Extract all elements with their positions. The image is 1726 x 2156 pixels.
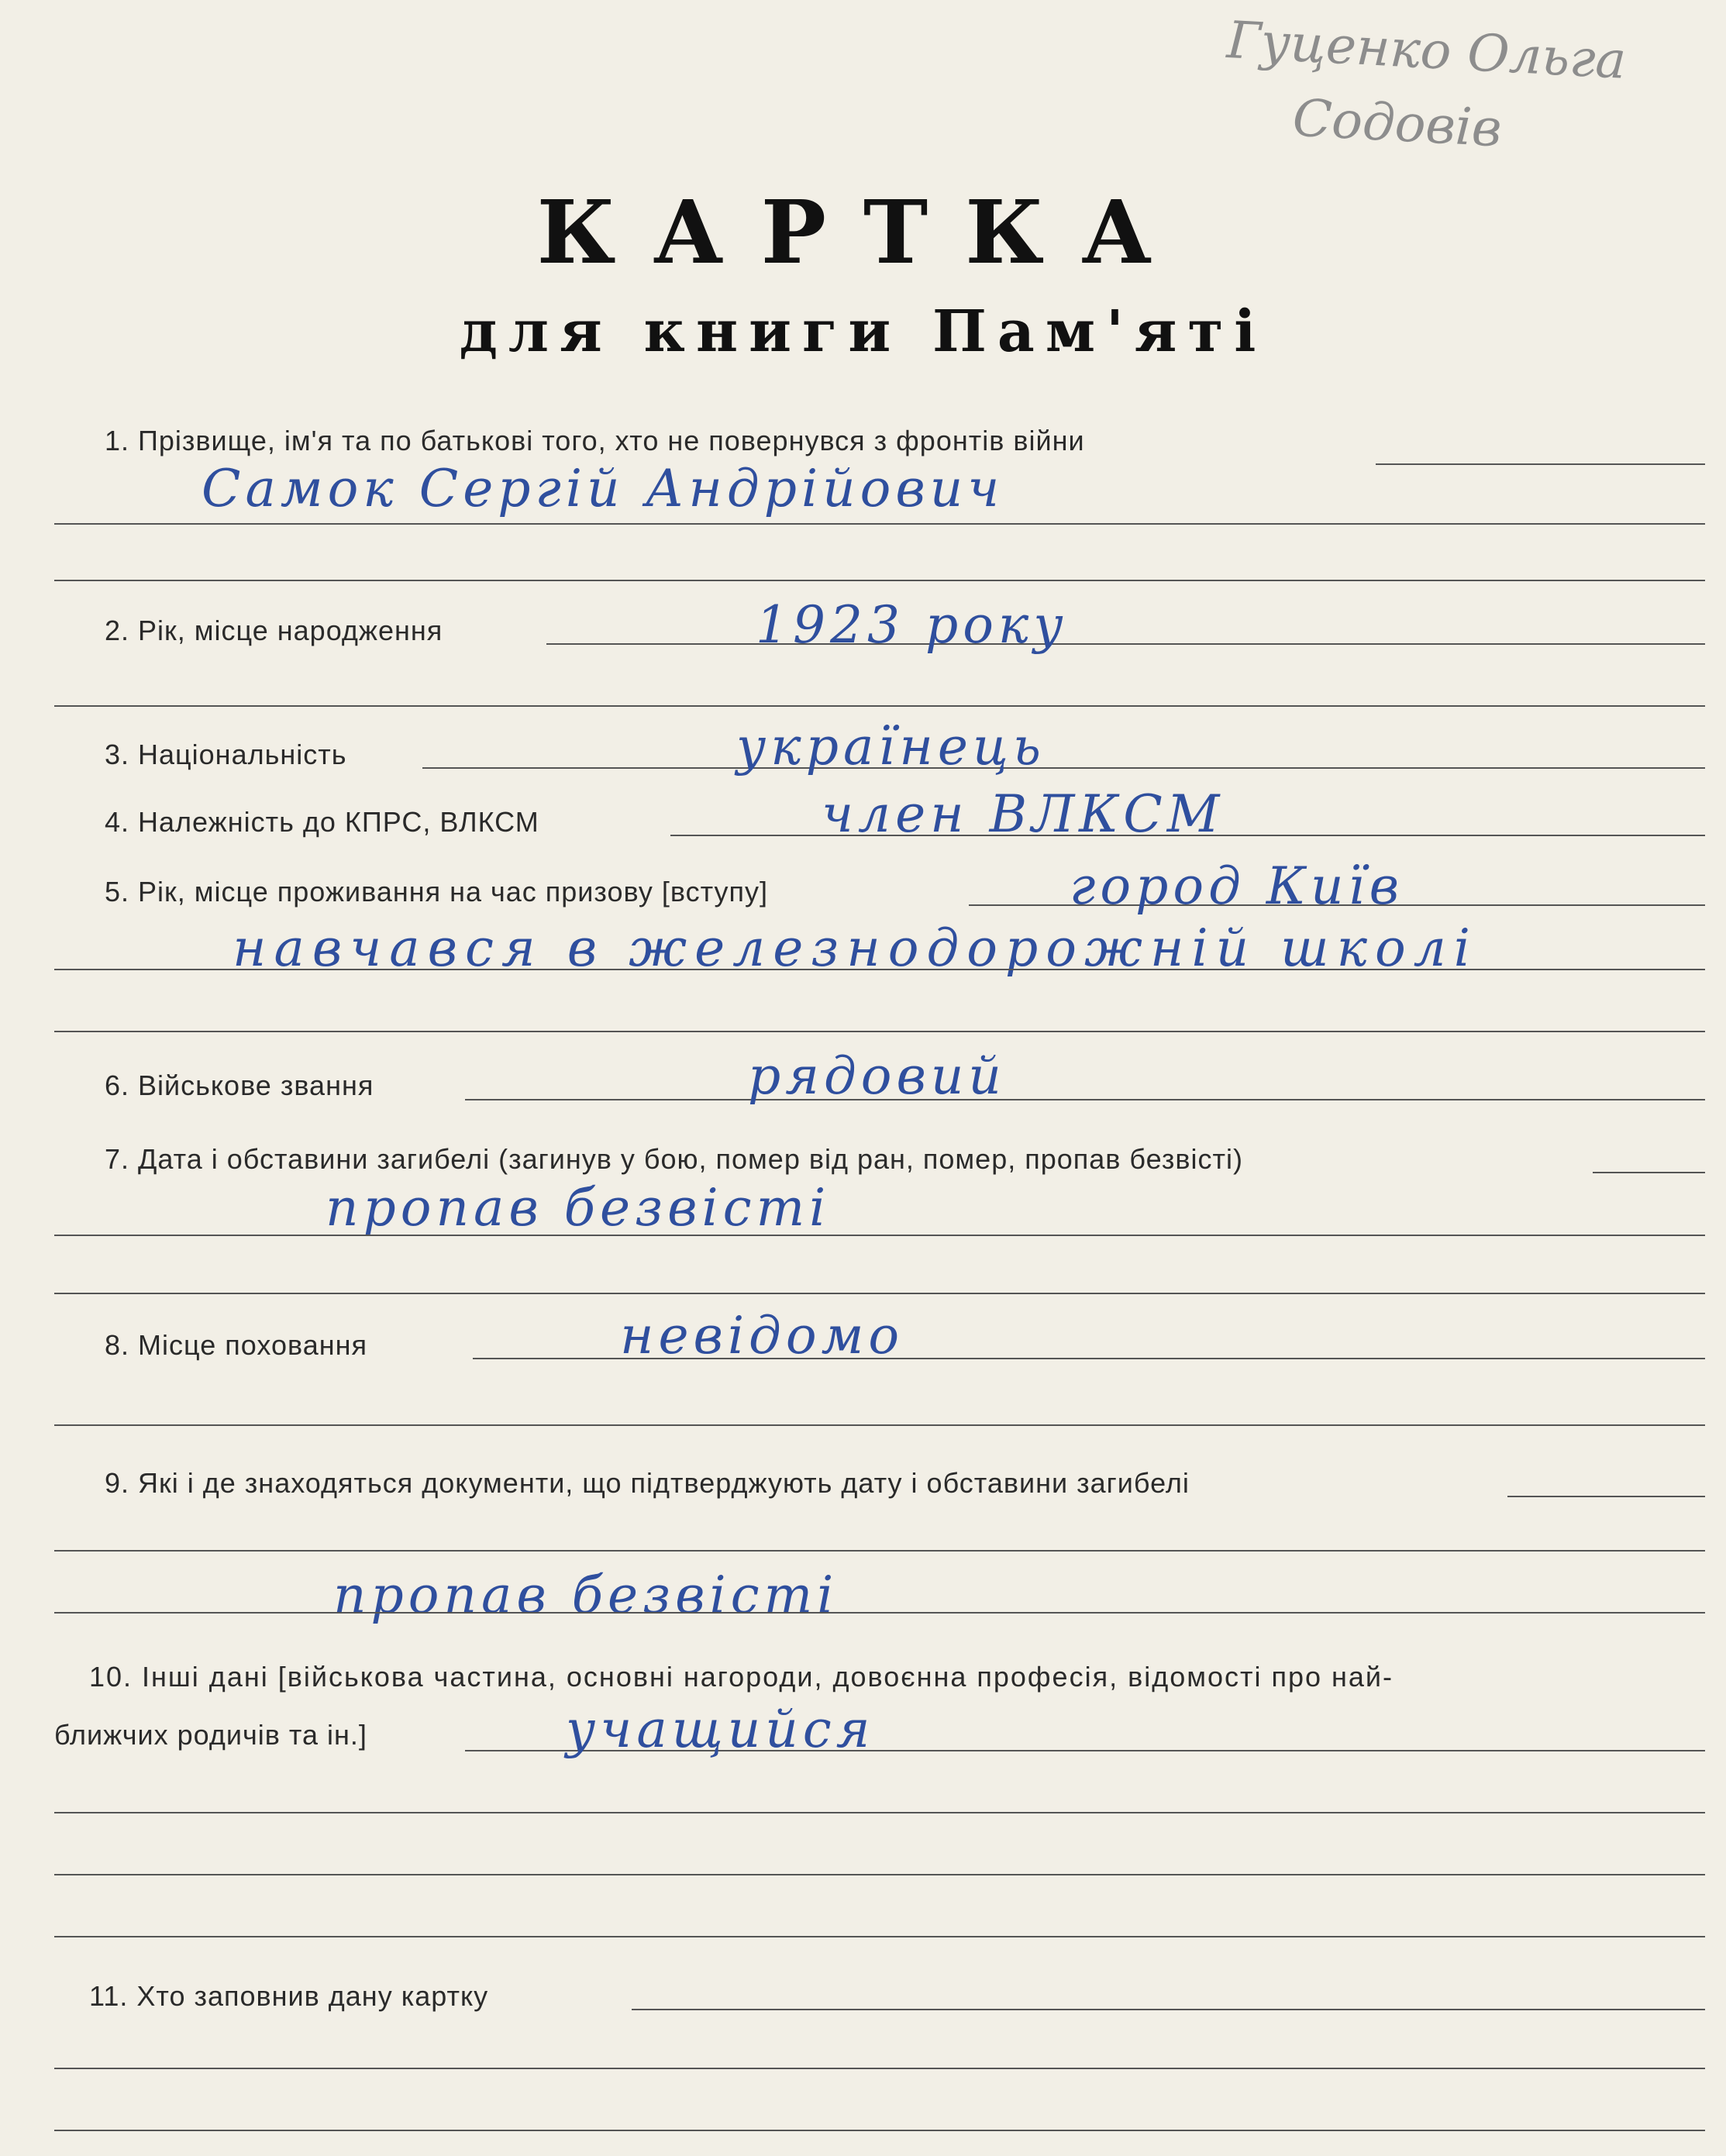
field-11-rule-a xyxy=(632,2009,1705,2010)
field-9-rule-a xyxy=(1507,1496,1705,1497)
field-5-rule-c xyxy=(54,1031,1705,1032)
field-11-label: 11. Хто заповнив дану картку xyxy=(89,1980,489,2012)
field-3-value: українець xyxy=(736,717,1046,777)
field-2-value: 1923 року xyxy=(756,595,1068,655)
field-7-rule-b xyxy=(54,1235,1705,1236)
field-9-rule-b xyxy=(54,1550,1705,1552)
field-9-rule-c xyxy=(54,1612,1705,1614)
field-5-value-line2: навчався в железнодорожній школі xyxy=(233,918,1478,978)
field-1-rule-c xyxy=(54,580,1705,581)
card-title: КАРТКА xyxy=(536,182,1190,284)
field-8-label: 8. Місце поховання xyxy=(105,1329,367,1361)
field-1-value: Самок Сергій Андрійович xyxy=(202,459,1004,518)
field-5-rule-b xyxy=(54,969,1705,970)
field-6-rule xyxy=(465,1099,1705,1100)
field-6-value: рядовий xyxy=(748,1046,1006,1106)
field-5-label: 5. Рік, місце проживання на час призову [вступу] xyxy=(105,876,768,908)
field-3-rule xyxy=(422,767,1705,769)
field-9-label: 9. Які і де знаходяться документи, що підтверджують дату і обставини загибелі xyxy=(105,1467,1190,1499)
field-10-label: 10. Інші дані [військова частина, основні нагороди, довоєнна професія, відомості про най- xyxy=(89,1661,1394,1693)
field-2-rule-b xyxy=(54,705,1705,707)
field-9-value: пропав безвісті xyxy=(333,1565,839,1625)
field-5-value: город Київ xyxy=(1070,856,1404,916)
field-1-rule-b xyxy=(54,523,1705,525)
field-1-label: 1. Прізвище, ім'я та по батькові того, хто не повернувся з фронтів війни xyxy=(105,425,1085,456)
field-10-rule-d xyxy=(54,1936,1705,1937)
corner-note-line2: Содовів xyxy=(1291,88,1504,159)
field-3-label: 3. Національність xyxy=(105,739,347,770)
field-10-rule-b xyxy=(54,1812,1705,1813)
field-10-label-line2: ближчих родичів та ін.] xyxy=(54,1719,367,1751)
field-4-value: член ВЛКСМ xyxy=(822,784,1225,844)
field-8-value: невідомо xyxy=(620,1306,904,1366)
field-11-rule-c xyxy=(54,2130,1705,2131)
field-8-rule-b xyxy=(54,1424,1705,1426)
field-7-label: 7. Дата і обставини загибелі (загинув у бою, помер від ран, помер, пропав безвісті) xyxy=(105,1143,1243,1175)
field-7-rule-a xyxy=(1593,1172,1705,1173)
field-4-label: 4. Належність до КПРС, ВЛКСМ xyxy=(105,806,539,838)
corner-handwritten-note xyxy=(1221,3,1709,183)
field-2-label: 2. Рік, місце народження xyxy=(105,615,443,646)
field-1-rule-a xyxy=(1376,463,1705,465)
field-10-rule-c xyxy=(54,1874,1705,1875)
corner-note-line1: Гуценко Ольга xyxy=(1225,9,1628,91)
field-2-rule-a xyxy=(546,643,1705,645)
field-7-rule-c xyxy=(54,1293,1705,1294)
field-7-value: пропав безвісті xyxy=(326,1178,831,1238)
field-6-label: 6. Військове звання xyxy=(105,1069,374,1101)
field-11-rule-b xyxy=(54,2068,1705,2069)
field-10-value: учащийся xyxy=(566,1700,875,1759)
card-subtitle: для книги Пам'яті xyxy=(459,298,1267,365)
